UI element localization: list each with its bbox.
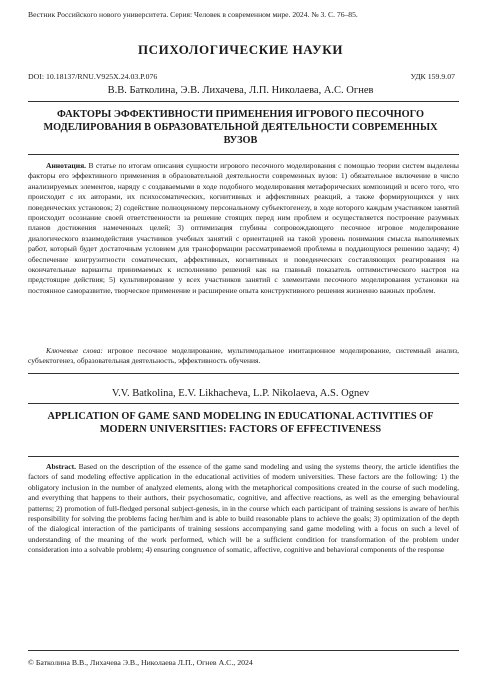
keywords-ru-label: Ключевые слова: <box>46 346 103 355</box>
authors-en: V.V. Batkolina, E.V. Likhacheva, L.P. Nikolaeva, A.S. Ognev <box>111 388 370 399</box>
section-title: ПСИХОЛОГИЧЕСКИЕ НАУКИ <box>137 42 344 57</box>
keywords-ru-text: игровое песочное моделирование, мультимодальное имитационное моделирование, системный анализ, субъектогенез, образовательная деятельность, эффективность обучения. <box>28 346 459 366</box>
abstract-en-text: Based on the description of the essence of the game sand modeling and using the systems theory, the article identifies the factors of sand modeling effective application in the educational activities of modern universities. These factors are the following: 1) the obligatory inclusion in the number of analyzed elements, along with the metaphorical compositions created in the course of such modeling, and everything that happens to their authors, their psychosomatic, cognitive, and affective reactions, as well as the emerging behavioural patterns; 2) promotion of full-fledged personal subject-genesis, in in the course which each participant of training sessions is aware of her/his responsibility for solving the problems facing her/him and is able to build reasonable plans to achieve the goals; 3) optimization of the depth of the dialogical interaction of the participants of training sessions accompanying sand game modeling with a focus on such a level of understanding of the meaning of the work performed, which will be a sufficient condition for transformation of the problem under consideration into a solvable problem; 4) ensuring congruence of somatic, affective, cognitive and behavioral components of the response <box>28 462 459 555</box>
divider-title-en <box>28 456 459 457</box>
journal-header: Вестник Российского нового университета. Серия: Человек в современном мире. 2024. № 3. С. 76–85. <box>28 10 358 19</box>
copyright: © Батколина В.В., Лихачева Э.В., Николаева Л.П., Огнев А.С., 2024 <box>28 658 253 667</box>
divider-lang <box>28 373 459 374</box>
keywords-ru <box>28 346 459 367</box>
abstract-ru-label: Аннотация. <box>46 161 87 170</box>
doi[interactable]: DOI: 10.18137/RNU.V925X.24.03.P.076 <box>28 72 158 81</box>
abstract-ru-text: В статье по итогам описания сущности игрового песочного моделирования с помощью теории систем выделены факторы его эффективного применения в образовательной деятельности современных вузов: 1) обязательное включение в число анализируемых элементов, наряду с создаваемыми в ходе подобного моделирования метафорических композиций и всего того, что происходит с их авторами, их психосоматических, когнитивных и аффективных реакций, а также формирующихся у них поведенческих установок; 2) содействие полноценному персональному субъектогенезу, в ходе которого каждым участником занятий происходит осознание своей ответственности за решение стоящих перед ним проблем и осуществляется построение разумных планов достижения намеченных целей; 3) оптимизация глубины сопровождающего песочное игровое моделирование диалогического взаимодействия участников учебных занятий с ориентацией на такой уровень понимания смысла выполняемых работ, который будет достаточным условием для трансформации рассматриваемой проблемы в поддающуюся решению задачу; 4) обеспечение конгруэнтности соматических, аффективных, когнитивных и поведенческих составляющих реагирования на окончательные варианты принимаемых к исполнению решений как на главный показатель оптимистического настроя на предстоящие действия; 5) культивирование у всех участников занятий с элементами песочного моделирования установки на постоянное саморазвитие, творческое применение и расширение опыта конструктивного решения жизненно важных проблем. <box>28 161 459 295</box>
authors-ru: В.В. Батколина, Э.В. Лихачева, Л.П. Николаева, А.С. Огнев <box>107 85 374 96</box>
udc-code: УДК 159.9.07 <box>410 72 455 81</box>
divider-top <box>28 101 459 102</box>
title-en: APPLICATION OF GAME SAND MODELING IN EDUCATIONAL ACTIVITIES OF MODERN UNIVERSITIES: FACTORS OF EFFECTIVENESS <box>47 411 434 436</box>
title-ru: ФАКТОРЫ ЭФФЕКТИВНОСТИ ПРИМЕНЕНИЯ ИГРОВОГО ПЕСОЧНОГО МОДЕЛИРОВАНИЯ В ОБРАЗОВАТЕЛЬНОЙ ДЕЯТЕЛЬНОСТИ СОВРЕМЕННЫХ ВУЗОВ <box>43 109 438 147</box>
abstract-en <box>28 462 459 556</box>
divider-footer <box>28 650 459 651</box>
divider-title-ru <box>28 154 459 155</box>
abstract-en-label: Abstract. <box>46 462 76 471</box>
abstract-ru <box>28 161 459 296</box>
divider-authors-en <box>28 403 459 404</box>
